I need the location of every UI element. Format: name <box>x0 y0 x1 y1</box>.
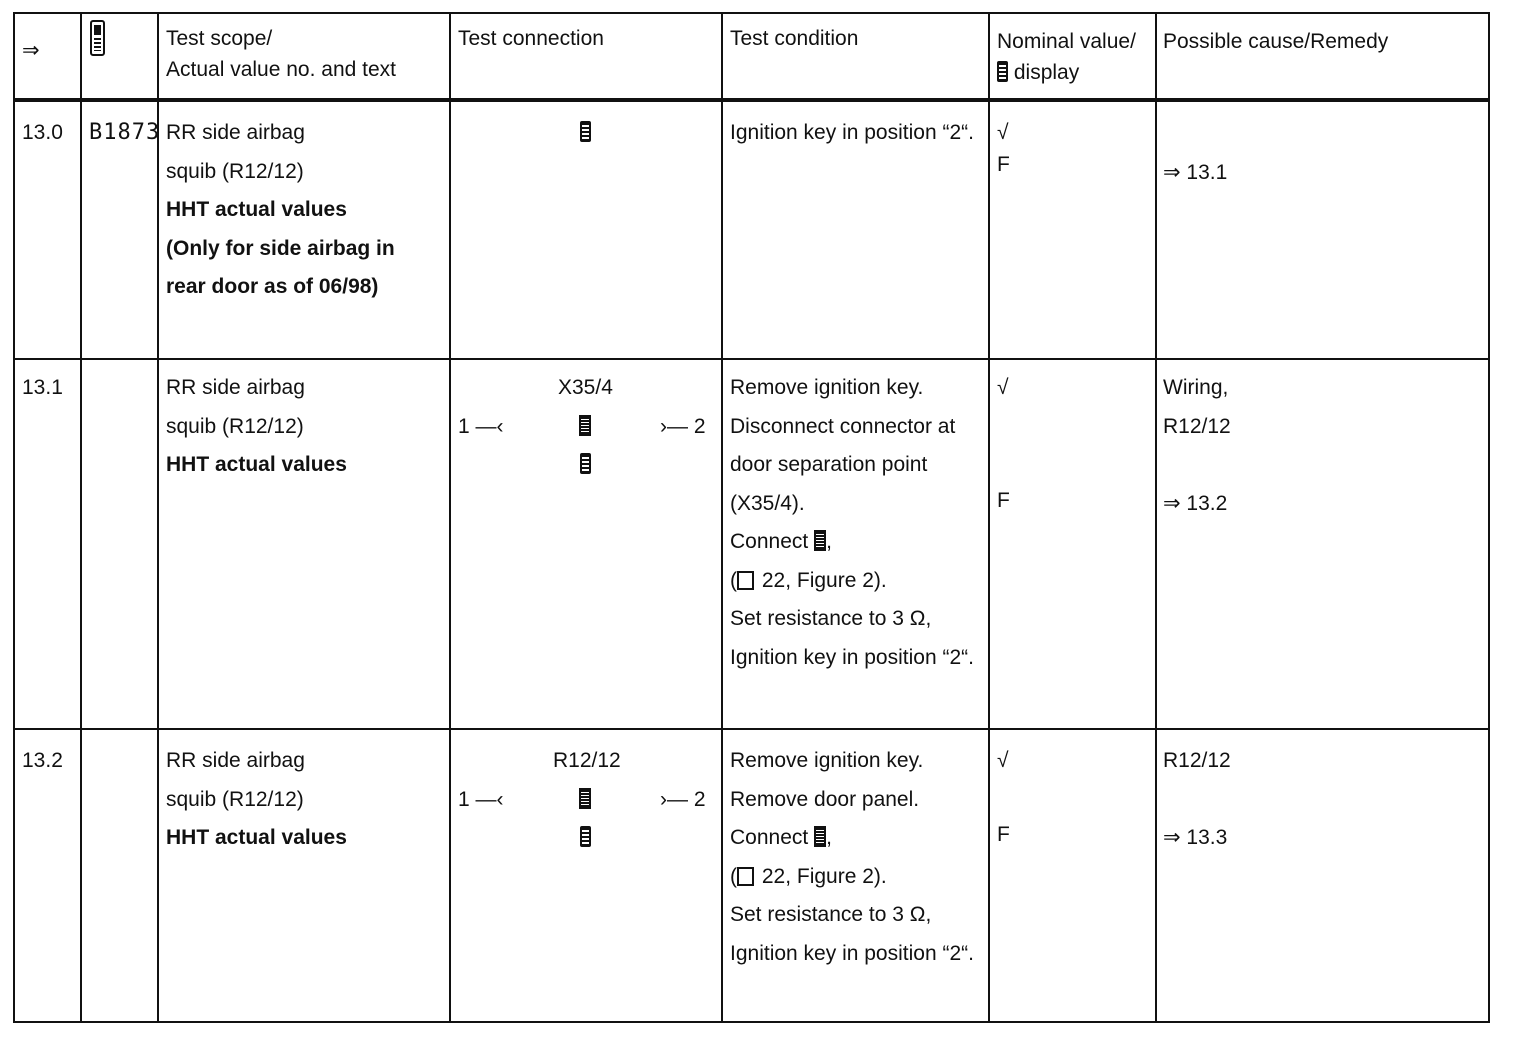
resistance-meter-icon <box>579 788 591 809</box>
fault-code: B1873 <box>89 120 161 145</box>
hand-held-tester-icon <box>580 826 591 847</box>
column-divider <box>721 14 723 1021</box>
reference-box-icon <box>737 571 754 590</box>
test-scope: RR side airbag squib (R12/12) HHT actual values <box>166 749 347 849</box>
test-scope: RR side airbag squib (R12/12) HHT actual values (Only for side airbag in rear door as of 06/98) <box>166 121 395 298</box>
step-number: 13.1 <box>22 376 63 399</box>
hand-held-tester-icon <box>90 20 105 56</box>
row-divider <box>15 358 1488 360</box>
connector-label: X35/4 <box>558 376 613 399</box>
connector-label: R12/12 <box>553 749 621 772</box>
nominal-value-fault: F <box>997 489 1010 512</box>
header-nominal-value: Nominal value/ display <box>997 30 1136 84</box>
header-possible-cause: Possible cause/Remedy <box>1163 30 1389 53</box>
nominal-value-ok: √ <box>997 749 1009 772</box>
test-connection <box>580 114 591 153</box>
header-arrow: ⇒ <box>22 39 40 62</box>
meter-icon <box>579 781 591 819</box>
test-scope: RR side airbag squib (R12/12) HHT actual values <box>166 376 347 476</box>
test-condition: Remove ignition key. Disconnect connector at door separation point (X35/4). Connect , ( 22, Figure 2). Set resistance to 3 Ω, Ignition key in position “2“. <box>730 376 974 669</box>
tester-icon <box>580 446 591 484</box>
header-test-connection: Test connection <box>458 27 604 50</box>
hand-held-tester-icon <box>997 61 1008 82</box>
header-tester-icon <box>90 20 105 62</box>
column-divider <box>157 14 159 1021</box>
hand-held-tester-icon <box>580 453 591 474</box>
reference-box-icon <box>737 867 754 886</box>
row-divider <box>15 728 1488 730</box>
column-divider <box>1155 14 1157 1021</box>
column-divider <box>80 14 82 1021</box>
nominal-value: √ F <box>997 121 1010 176</box>
test-condition: Remove ignition key. Remove door panel. Connect , ( 22, Figure 2). Set resistance to 3 Ω, Ignition key in position “2“. <box>730 749 974 965</box>
meter-icon <box>579 408 591 446</box>
hand-held-tester-icon <box>580 121 591 142</box>
header-test-scope: Test scope/ Actual value no. and text <box>166 27 396 81</box>
pin-right: ›— 2 <box>660 415 706 438</box>
step-number: 13.2 <box>22 749 63 772</box>
pin-left: 1 —‹ <box>458 415 504 438</box>
nominal-value-fault: F <box>997 823 1010 846</box>
column-divider <box>449 14 451 1021</box>
header-test-condition: Test condition <box>730 27 859 50</box>
possible-cause: ⇒ 13.1 <box>1163 161 1228 184</box>
pin-right: ›— 2 <box>660 788 706 811</box>
nominal-value-ok: √ <box>997 376 1009 399</box>
test-condition: Ignition key in position “2“. <box>730 121 974 144</box>
possible-cause: Wiring, R12/12 ⇒ 13.2 <box>1163 376 1231 515</box>
pin-left: 1 —‹ <box>458 788 504 811</box>
tester-icon <box>580 819 591 857</box>
resistance-meter-icon <box>814 530 826 551</box>
column-divider <box>988 14 990 1021</box>
step-number: 13.0 <box>22 121 63 144</box>
resistance-meter-icon <box>579 415 591 436</box>
resistance-meter-icon <box>814 826 826 847</box>
test-table <box>13 12 1490 1023</box>
header-divider <box>15 98 1488 102</box>
possible-cause: R12/12 ⇒ 13.3 <box>1163 749 1231 849</box>
